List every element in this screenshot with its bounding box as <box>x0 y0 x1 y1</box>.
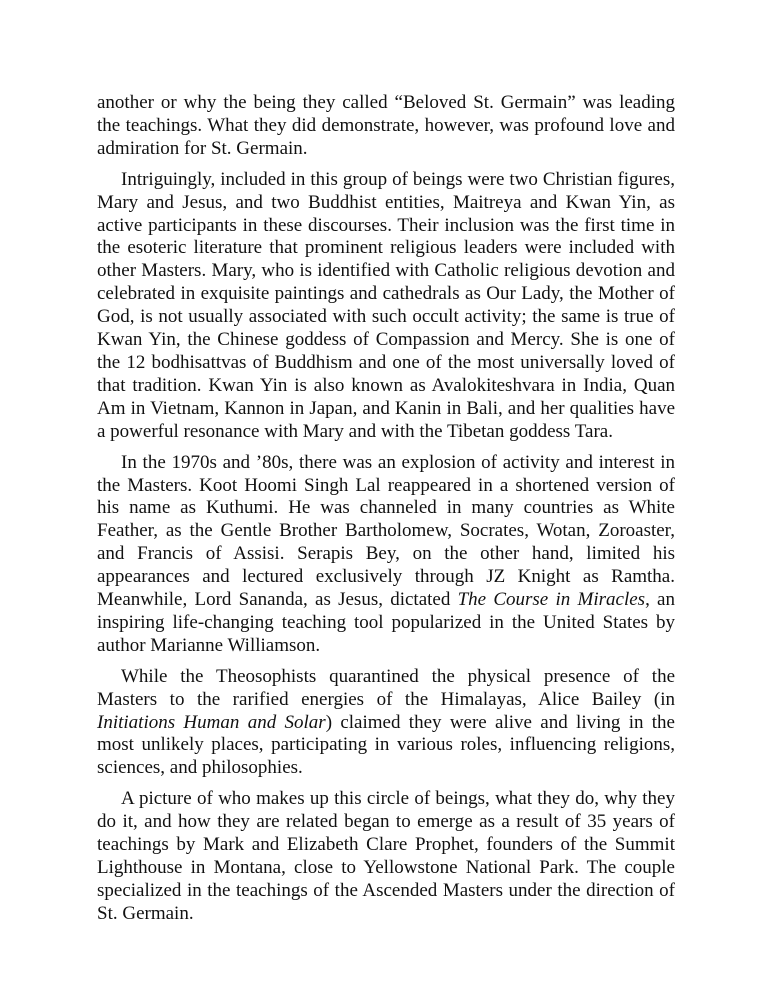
paragraph-text: While the Theosophists quarantined the physical presence of the Masters to the rarified energies of the Himalayas, Alice Bailey (in <box>97 665 675 710</box>
book-title-initiations-human-and-solar: Initiations Human and Solar <box>97 711 326 733</box>
paragraph-summit-lighthouse: A picture of who makes up this circle of beings, what they do, why they do it, and how they are related began to emerge as a result of 35 years of teachings by Mark and Elizabeth Clare Prophet, founders of the Summit Lighthouse in Montana, close to Yellowstone National Park. The couple specialized in the teachings of the Ascended Masters under the direction of St. Germain. <box>97 788 675 924</box>
paragraph-1970s-masters <box>97 452 675 658</box>
book-title-course-in-miracles: The Course in Miracles <box>457 589 646 611</box>
paragraph-text: , an inspiring life-changing teaching tool popularized in the United States by author Marianne Williamson. <box>97 589 675 656</box>
paragraph-christian-buddhist-figures: Intriguingly, included in this group of beings were two Christian figures, Mary and Jesus, and two Buddhist entities, Maitreya and Kwan Yin, as active participants in these discourses. Their inclusion was the first time in the esoteric literature that prominent religious leaders were included with other Masters. Mary, who is identified with Catholic religious devotion and celebrated in exquisite paintings and cathedrals as Our Lady, the Mother of God, is not usually associated with such occult activity; the same is true of Kwan Yin, the Chinese goddess of Compassion and Mercy. She is one of the 12 bodhisattvas of Buddhism and one of the most universally loved of that tradition. Kwan Yin is also known as Avalokiteshvara in India, Quan Am in Vietnam, Kannon in Japan, and Kanin in Bali, and her qualities have a powerful resonance with Mary and with the Tibetan goddess Tara. <box>97 168 675 442</box>
paragraph-continued: another or why the being they called “Beloved St. Germain” was leading the teachings. What they did demonstrate, however, was profound love and admiration for St. Germain. <box>97 92 675 159</box>
page-body <box>97 92 675 934</box>
paragraph-text: ) claimed they were alive and living in the most unlikely places, participating in various roles, influencing religions, sciences, and philosophies. <box>97 711 675 779</box>
paragraph-text: In the 1970s and ’80s, there was an explosion of activity and interest in the Masters. Koot Hoomi Singh Lal reappeared in a shortened version of his name as Kuthumi. He was channeled in many countries as White Feather, as the Gentle Brother Bartholomew, Socrates, Wotan, Zoroaster, and Francis of Assisi. Serapis Bey, on the other hand, limited his appearances and lectured exclusively through JZ Knight as Ramtha. Meanwhile, Lord Sananda, as Jesus, dictated <box>97 451 675 611</box>
paragraph-theosophists <box>97 666 675 781</box>
